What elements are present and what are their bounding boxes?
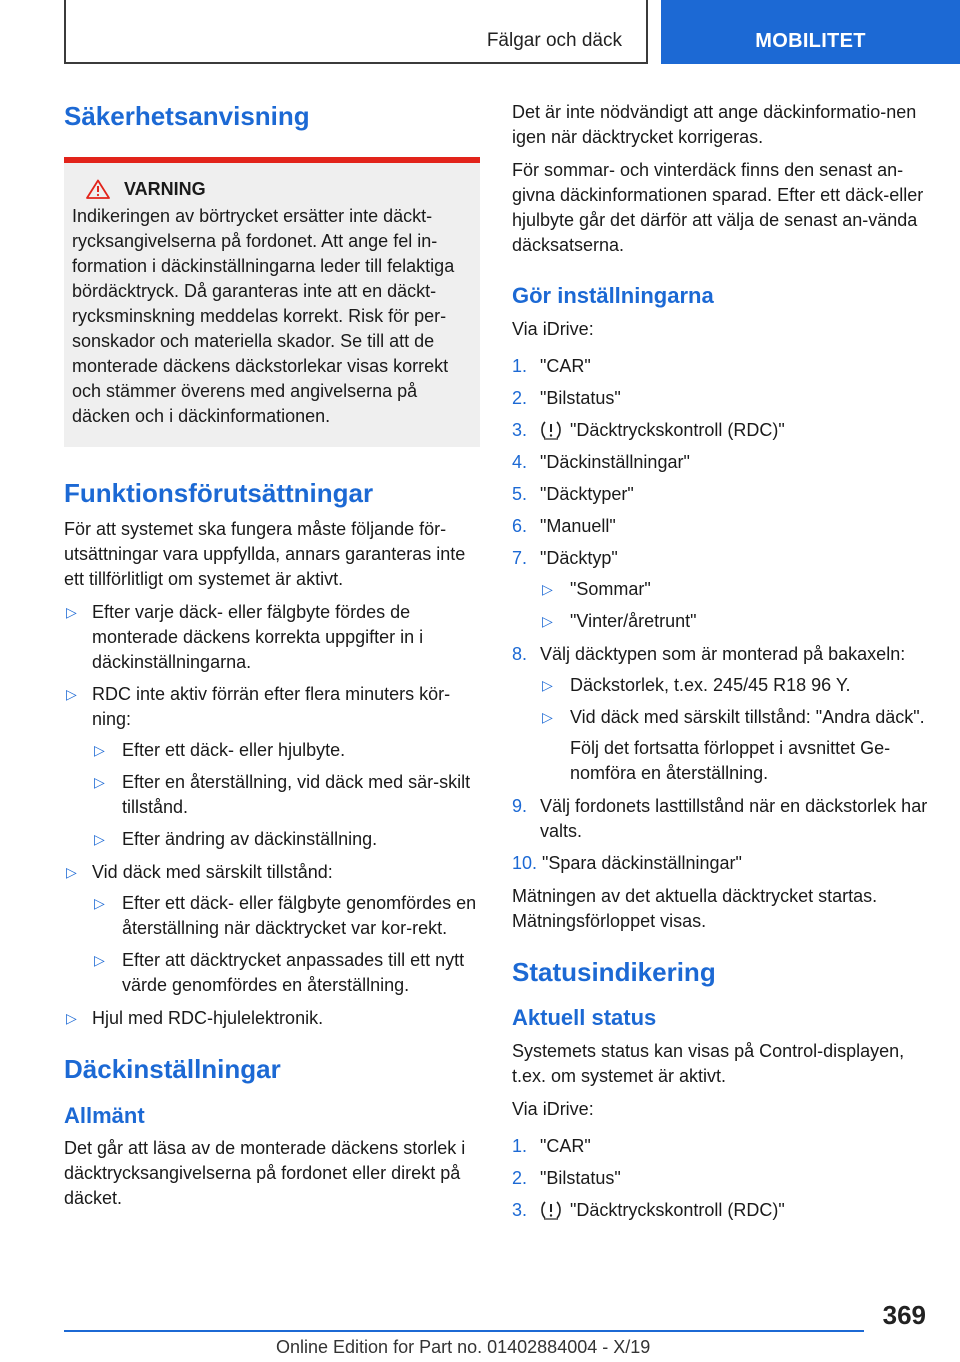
chapter-tab: MOBILITET	[661, 0, 960, 64]
section-title: Fälgar och däck	[486, 30, 622, 51]
step-item: 3. "Däcktryckskontroll (RDC)"	[512, 419, 785, 440]
sub-list	[540, 577, 928, 634]
warning-box	[64, 157, 480, 447]
bullet-triangle-icon: ▷	[94, 774, 105, 790]
warning-text: Indikeringen av börtrycket ersätter inte däckt-rycksangivelserna på fordonet. Att ange fel in-formation i däckinställningarna leder till felaktiga bördäcktryck. Då garanteras inte att en däckt-rycksminskning meddelas korrekt. Risk för per-sonskador och materiella skador. Se till att de monterade däckens däckstorlekar visas korrekt och stämmer överens med angivelserna på däcken och i däckinformationen.	[72, 205, 455, 426]
step-item: 7. "Däcktyp" ▷ "Sommar" ▷ "Vinter/åretrunt"	[512, 546, 928, 634]
list-item: ▷ Däckstorlek, t.ex. 245/45 R18 96 Y.	[540, 673, 928, 698]
list-item: ▷ Efter ett däck- eller hjulbyte.	[92, 738, 480, 763]
tire-pressure-icon	[540, 420, 562, 440]
list-item: ▷ "Vinter/åretrunt"	[540, 609, 928, 634]
list-item: ▷ Efter en återställning, vid däck med sär-skilt tillstånd.	[94, 772, 471, 817]
section-header	[64, 0, 648, 64]
list-item: ▷ RDC inte aktiv förrän efter flera minuters kör-ning: ▷ Efter ett däck- eller hjulbyte. ▷ Efter en återställning, vid däck med sär-skilt tillstånd. ▷ Efter ändring av däckinställning.	[64, 682, 480, 852]
bullet-triangle-icon: ▷	[66, 686, 77, 702]
via-idrive: Via iDrive:	[512, 318, 594, 339]
step-item: 5. "Däcktyper"	[512, 483, 634, 504]
bullet-triangle-icon: ▷	[66, 604, 77, 620]
settings-steps	[512, 354, 928, 876]
list-item: ▷ Vid däck med särskilt tillstånd: "Andra däck". Följ det fortsatta förloppet i avsnittet Ge-nomföra en återställning.	[540, 705, 928, 786]
step-item: 9. Välj fordonets lasttillstånd när en däckstorlek har valts.	[512, 795, 928, 841]
sub-list	[540, 673, 928, 786]
bullet-triangle-icon: ▷	[66, 864, 77, 880]
bullet-triangle-icon: ▷	[542, 708, 553, 725]
heading-general: Allmänt	[64, 1102, 145, 1128]
heading-make-settings: Gör inställningarna	[512, 283, 714, 308]
warning-title: VARNING	[124, 178, 206, 199]
step-item: 1. "CAR"	[512, 355, 591, 376]
tire-pressure-icon	[540, 1200, 562, 1220]
list-item: ▷ Efter varje däck- eller fälgbyte fördes de monterade däckens korrekta uppgifter in i däckinställningarna.	[66, 602, 424, 672]
intro-text-1: Det är inte nödvändigt att ange däckinformatio-nen igen när däcktrycket korrigeras.	[512, 102, 917, 147]
bullet-triangle-icon: ▷	[94, 742, 105, 758]
bullet-triangle-icon: ▷	[542, 676, 553, 693]
page-number: 369	[882, 1300, 926, 1330]
via-idrive-2: Via iDrive:	[512, 1098, 594, 1119]
step-item: 2. "Bilstatus"	[512, 387, 621, 408]
warning-triangle-icon	[86, 179, 110, 199]
bullet-triangle-icon: ▷	[542, 580, 553, 597]
edition-text: Online Edition for Part no. 01402884004 - X/19	[276, 1337, 651, 1357]
heading-tire-settings: Däckinställningar	[64, 1054, 281, 1084]
requirements-list	[64, 600, 480, 1031]
bullet-triangle-icon: ▷	[66, 1010, 77, 1026]
status-steps	[512, 1134, 928, 1223]
step-item: 4. "Däckinställningar"	[512, 451, 690, 472]
bullet-triangle-icon: ▷	[542, 612, 553, 629]
list-item: ▷ Efter ett däck- eller fälgbyte genomfördes en återställning när däcktrycket var kor-rekt.	[94, 893, 477, 938]
footer-divider	[64, 1330, 864, 1332]
step-item: 8. Välj däcktypen som är monterad på bakaxeln: ▷ Däckstorlek, t.ex. 245/45 R18 96 Y. ▷ Vid däck med särskilt tillstånd: "Andra däck". Följ det fortsatta förloppet i avsnittet Ge-nomföra en återställning.	[512, 642, 928, 786]
page-header	[0, 0, 960, 66]
sub-list	[92, 891, 480, 998]
list-item: ▷ Hjul med RDC-hjulelektronik.	[64, 1006, 480, 1031]
right-column	[512, 100, 928, 1231]
heading-current-status: Aktuell status	[512, 1005, 657, 1031]
sub-list	[92, 738, 480, 852]
step-item: 1. "CAR"	[512, 1135, 591, 1156]
step-note: Följ det fortsatta förloppet i avsnittet Ge-nomföra en återställning.	[570, 737, 891, 783]
list-item: ▷ Efter att däcktrycket anpassades till ett nytt värde genomfördes en återställning.	[94, 950, 465, 995]
bullet-triangle-icon: ▷	[94, 831, 105, 847]
bullet-triangle-icon: ▷	[94, 895, 105, 911]
list-item: ▷ Efter ändring av däckinställning.	[92, 827, 480, 852]
heading-functional-requirements: Funktionsförutsättningar	[64, 477, 374, 508]
func-intro: För att systemet ska fungera måste följande för-utsättningar vara uppfyllda, annars garanteras inte ett tillförlitligt om systemet är aktivt.	[64, 519, 466, 589]
step-item: 2. "Bilstatus"	[512, 1167, 621, 1188]
step-item: 3. "Däcktryckskontroll (RDC)"	[512, 1199, 785, 1220]
list-item: ▷ "Sommar"	[540, 577, 928, 602]
list-item: ▷ Vid däck med särskilt tillstånd: ▷ Efter ett däck- eller fälgbyte genomfördes en återställning när däcktrycket var kor-rekt. ▷ Efter att däcktrycket anpassades till ett nytt värde genomfördes en återställning.	[64, 860, 480, 998]
general-text: Det går att läsa av de monterade däckens storlek i däcktrycksangivelserna på fordonet eller direkt på däcket.	[64, 1138, 466, 1209]
intro-text-2: För sommar- och vinterdäck finns den senast an-givna däckinformationen sparad. Efter ett däck-eller hjulbyte går det därför att välja de senast an-vända däcksatserna.	[512, 160, 924, 255]
step-item: 10. "Spara däckinställningar"	[512, 852, 742, 873]
heading-safety: Säkerhetsanvisning	[64, 101, 310, 131]
current-text: Systemets status kan visas på Control-displayen, t.ex. om systemet är aktivt.	[512, 1040, 905, 1086]
measure-text: Mätningen av det aktuella däcktrycket startas. Mätningsförloppet visas.	[512, 885, 878, 931]
left-column	[64, 100, 480, 1219]
step-item: 6. "Manuell"	[512, 515, 616, 536]
bullet-triangle-icon: ▷	[94, 952, 105, 968]
warning-header	[86, 179, 472, 200]
heading-status: Statusindikering	[512, 956, 716, 987]
